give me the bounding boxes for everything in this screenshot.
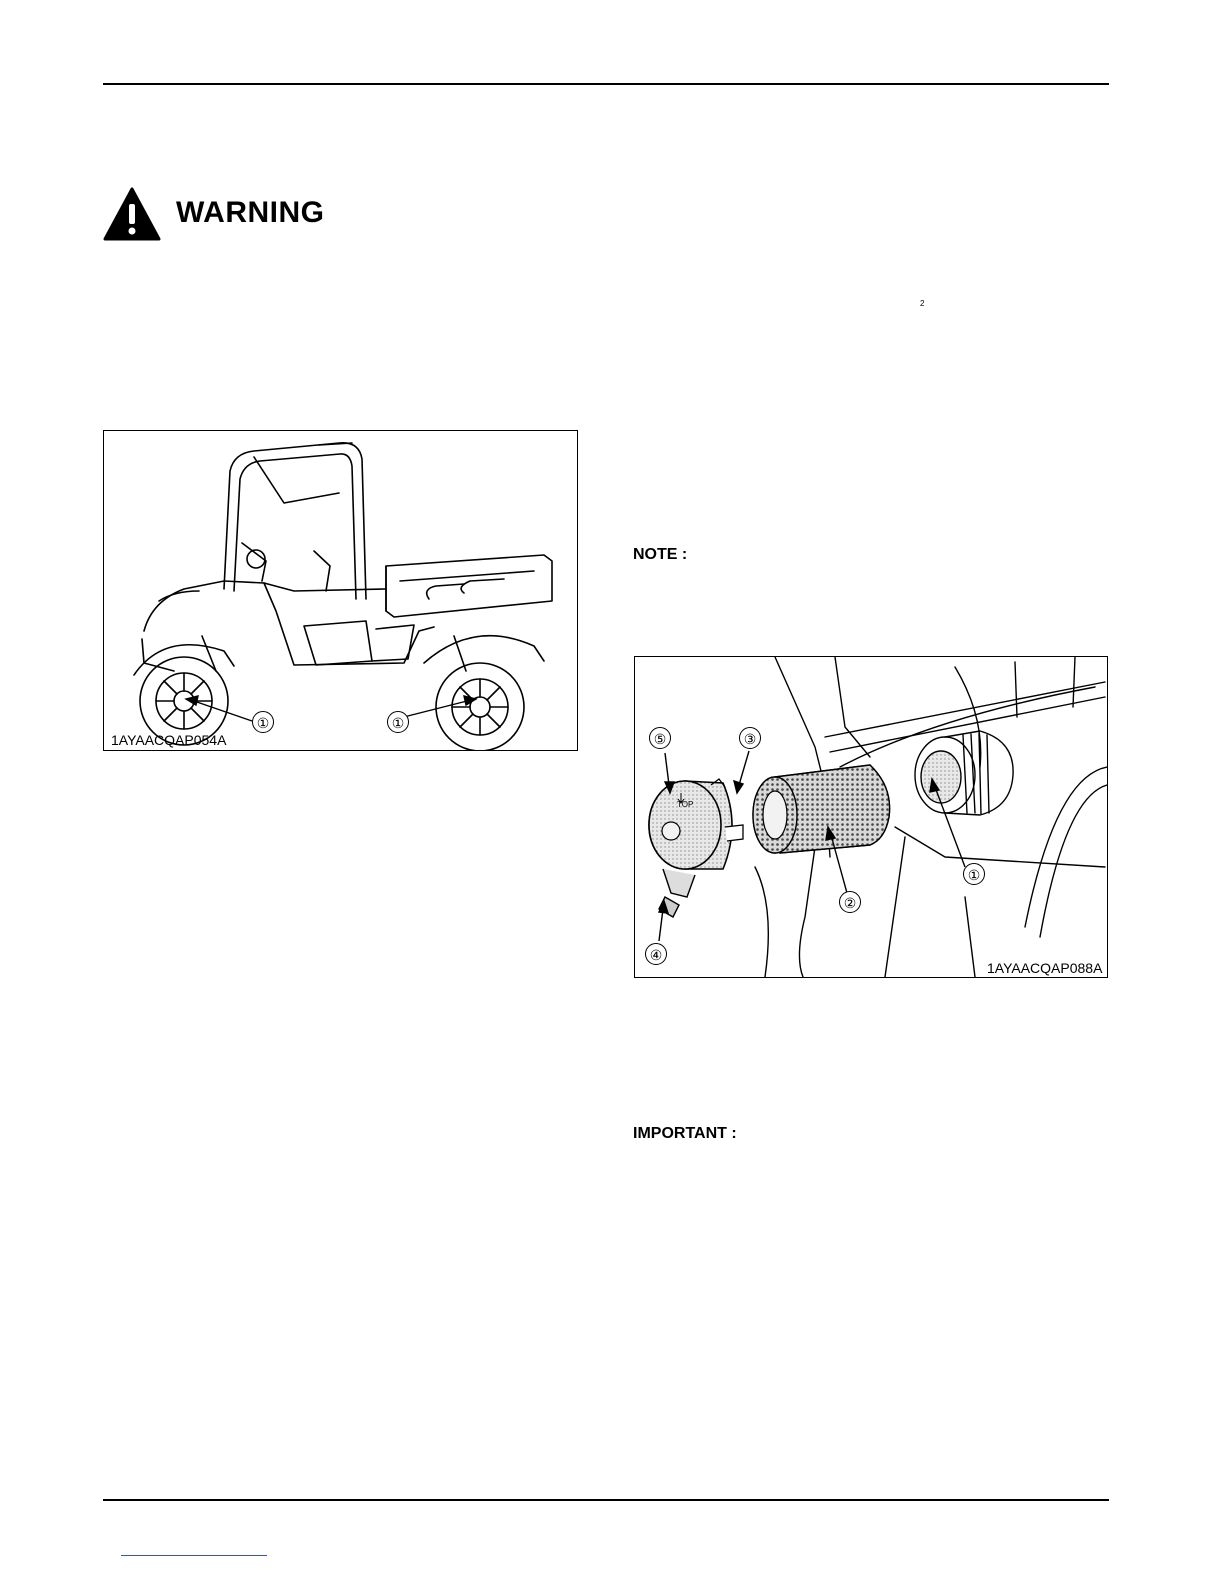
callout-wheel-rear: ① (387, 711, 409, 733)
callout-inner-element: ① (963, 863, 985, 885)
warning-triangle-icon (103, 186, 161, 242)
figure-code: 1AYAACQAP088A (987, 960, 1103, 976)
superscript-text: 2 (920, 299, 925, 308)
callout-outer-element: ② (839, 891, 861, 913)
callout-clip: ③ (739, 727, 761, 749)
callout-evacuator-valve: ④ (645, 943, 667, 965)
header-rule (103, 83, 1109, 85)
warning-title: WARNING (176, 196, 325, 229)
callout-wheel-front: ① (252, 711, 274, 733)
figure-air-cleaner (634, 656, 1108, 978)
figure-code: 1AYAACQAP054A (111, 732, 227, 748)
vehicle-illustration (104, 431, 577, 750)
footer-link[interactable] (121, 1555, 267, 1556)
footer-rule (103, 1499, 1109, 1501)
svg-text:TOP: TOP (677, 800, 694, 809)
figure-vehicle (103, 430, 578, 751)
air-cleaner-illustration (635, 657, 1107, 977)
note-label: NOTE : (633, 546, 688, 563)
callout-cover: ⑤ (649, 727, 671, 749)
important-label: IMPORTANT : (633, 1125, 737, 1142)
